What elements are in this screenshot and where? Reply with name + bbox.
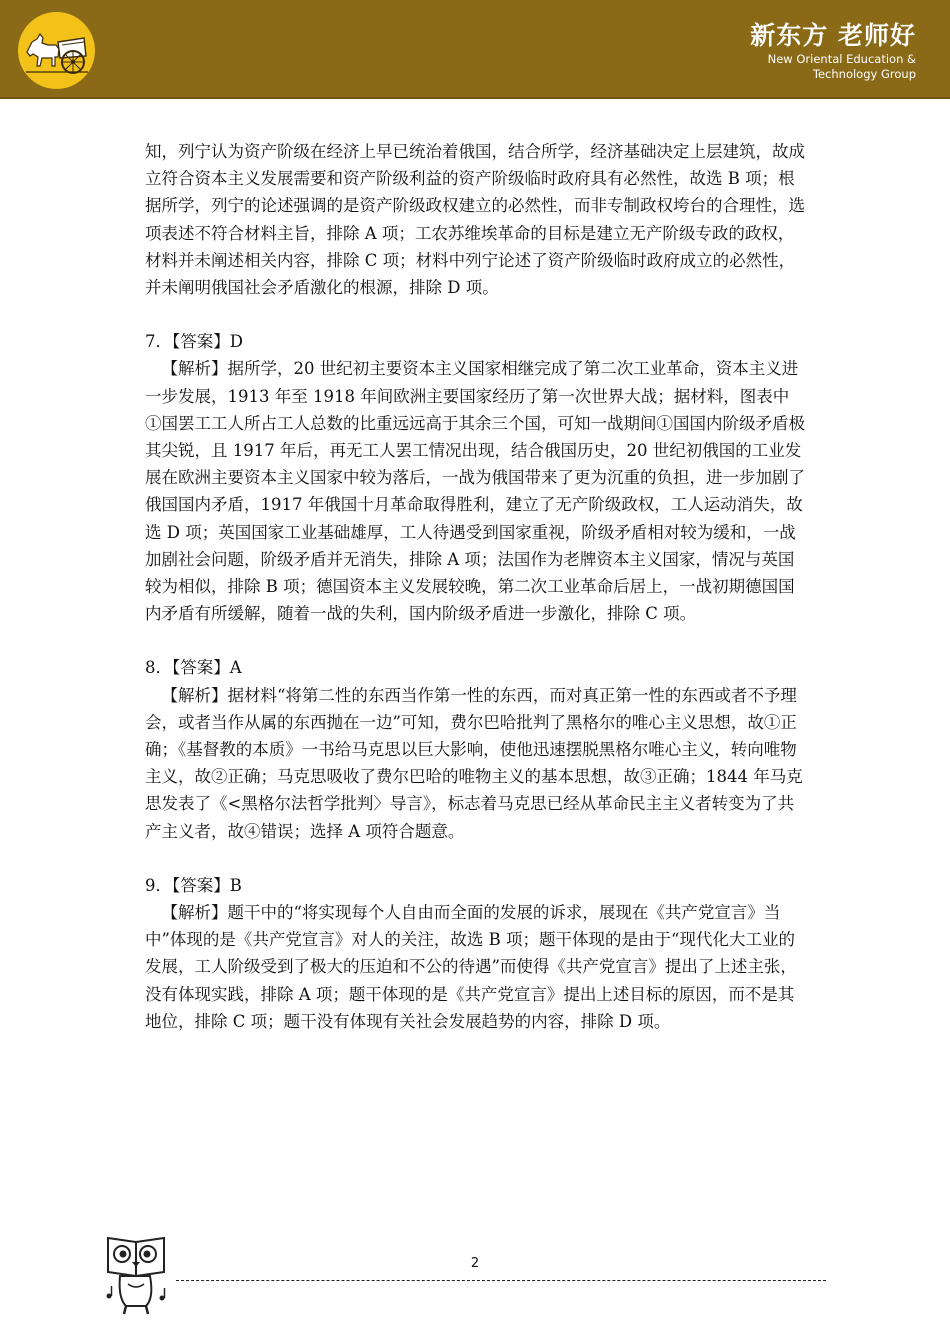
- document-body: [145, 138, 805, 1035]
- page-number: 2: [470, 1256, 480, 1271]
- brand-name-cn: 新东方 老师好: [750, 21, 916, 50]
- answer-7: 7．【答案】D: [145, 332, 243, 352]
- page-header: [0, 0, 950, 99]
- brand-en-line2: Technology Group: [812, 67, 916, 81]
- brand-en-line1: New Oriental Education &: [767, 52, 916, 66]
- intro-paragraph: 知，列宁认为资产阶级在经济上早已统治着俄国，结合所学，经济基础决定上层建筑，故成立符合资本主义发展需要和资产阶级利益的资产阶级临时政府具有必然性，故选 B 项；根据所学，列宁的论述强调的是资产阶级政权建立的必然性，而非专制政权垮台的合理性，选项表述不符合材料主旨，排除 A 项；工农苏维埃革命的目标是建立无产阶级专政的政权，材料并未阐述相关内容，排除 C 项；材料中列宁论述了资产阶级临时政府成立的必然性，并未阐明俄国社会矛盾激化的根源，排除 D 项。: [145, 142, 805, 298]
- analysis-7: 【解析】据所学，20 世纪初主要资本主义国家相继完成了第二次工业革命，资本主义进一步发展，1913 年至 1918 年间欧洲主要国家经历了第一次世界大战；据材料，图表中①国罢工工人所占工人总数的比重远远高于其余三个国，可知一战期间①国国内阶级矛盾极其尖锐，且 1917 年后，再无工人罢工情况出现，结合俄国历史，20 世纪初俄国的工业发展在欧洲主要资本主义国家中较为落后，一战为俄国带来了更为沉重的负担，进一步加剧了俄国国内矛盾，1917 年俄国十月革命取得胜利，建立了无产阶级政权，工人运动消失，故选 D 项；英国国家工业基础雄厚，工人待遇受到国家重视，阶级矛盾相对较为缓和，一战加剧社会问题，阶级矛盾并无消失，排除 A 项；法国作为老牌资本主义国家，情况与英国较为相似，排除 B 项；德国资本主义发展较晚，第二次工业革命后居上，一战初期德国国内矛盾有所缓解，随着一战的失利，国内阶级矛盾进一步激化，排除 C 项。: [145, 359, 805, 624]
- owl-reading-book-icon: [104, 1232, 172, 1320]
- brand-name-en: [768, 52, 916, 82]
- analysis-9: 【解析】题干中的“将实现每个人自由而全面的发展的诉求，展现在《共产党宣言》当中”体现的是《共产党宣言》对人的关注，故选 B 项；题干体现的是由于“现代化大工业的发展，工人阶级受到了极大的压迫和不公的待遇”而使得《共产党宣言》提出了上述主张，没有体现实践，排除 A 项；题干体现的是《共产党宣言》提出上述目标的原因，而不是其地位，排除 C 项；题干没有体现有关社会发展趋势的内容，排除 D 项。: [145, 903, 797, 1031]
- answer-8: 8．【答案】A: [145, 658, 242, 678]
- analysis-8: 【解析】据材料“将第二性的东西当作第一性的东西，而对真正第一性的东西或者不予理会，或者当作从属的东西抛在一边”可知，费尔巴哈批判了黑格尔的唯心主义思想，故①正确；《基督教的本质》一书给马克思以巨大影响，使他迅速摆脱黑格尔唯心主义，转向唯物主义，故②正确；马克思吸收了费尔巴哈的唯物主义的基本思想，故③正确；1844 年马克思发表了《<黑格尔法哲学批判〉导言》，标志着马克思已经从革命民主主义者转变为了共产主义者，故④错误；选择 A 项符合题意。: [145, 685, 803, 841]
- answer-9: 9．【答案】B: [145, 875, 242, 895]
- footer-divider: [176, 1280, 826, 1281]
- horse-carriage-logo: [18, 12, 95, 89]
